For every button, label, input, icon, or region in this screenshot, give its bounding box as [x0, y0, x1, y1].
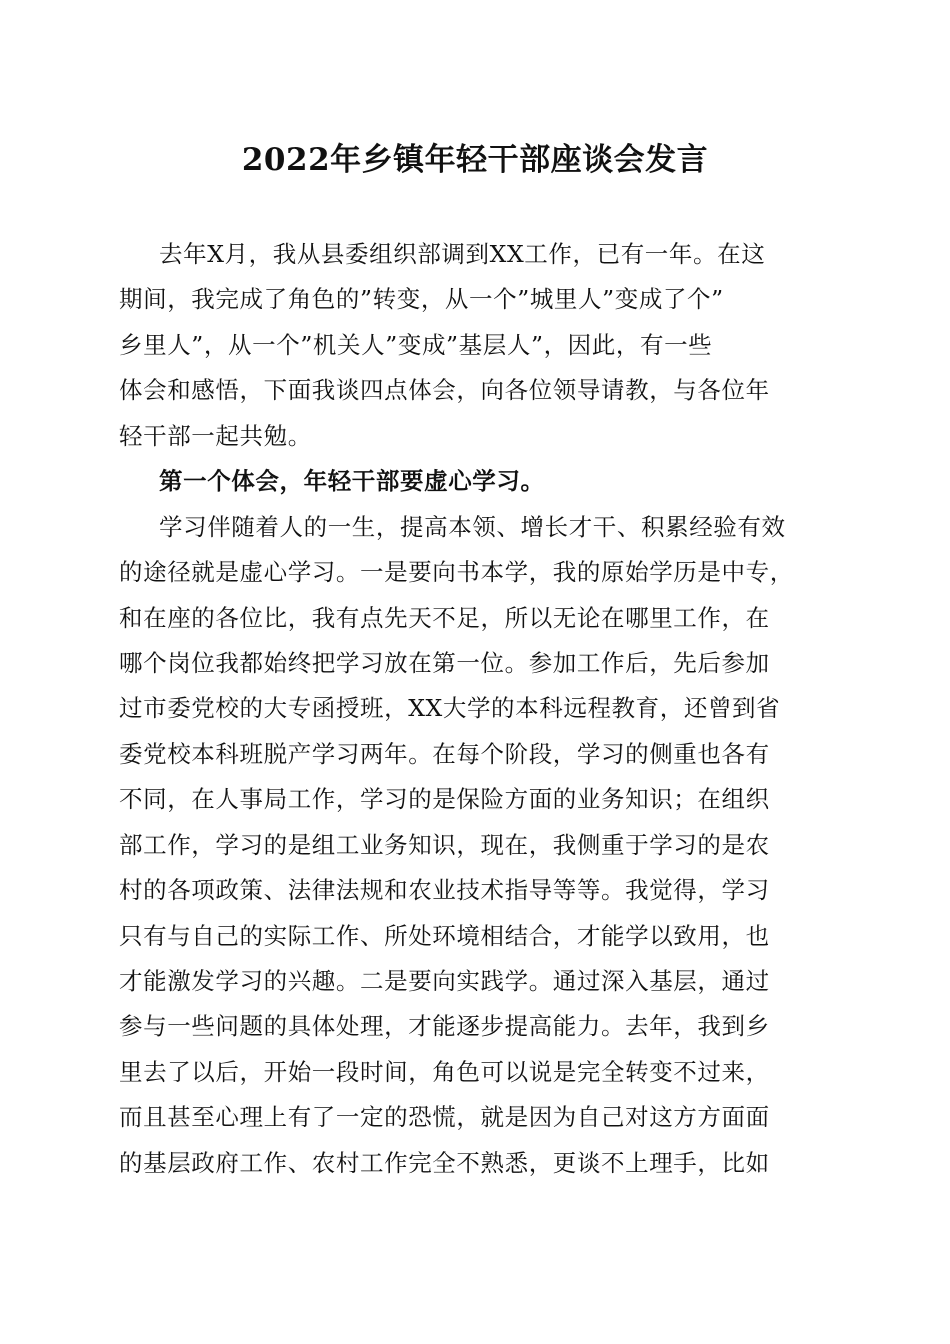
paragraph-line: 委党校本科班脱产学习两年。在每个阶段，学习的侧重也各有	[119, 739, 770, 768]
document-title: 2022年乡镇年轻干部座谈会发言	[241, 142, 709, 178]
paragraph-line: 里去了以后，开始一段时间，角色可以说是完全转变不过来，	[119, 1057, 770, 1086]
paragraph-line: 去年X月，我从县委组织部调到XX工作，已有一年。在这	[159, 240, 766, 268]
paragraph-line: 的基层政府工作、农村工作完全不熟悉，更谈不上理手，比如	[119, 1148, 770, 1177]
paragraph-line: 轻干部一起共勉。	[119, 421, 312, 450]
paragraph-line: 期间，我完成了角色的”转变，从一个”城里人”变成了个”	[119, 285, 724, 314]
paragraph-line: 只有与自己的实际工作、所处环境相结合，才能学以致用，也	[119, 921, 770, 950]
paragraph-line: 学习伴随着人的一生，提高本领、增长才干、积累经验有效	[159, 512, 786, 541]
paragraph-line: 过市委党校的大专函授班，XX大学的本科远程教育，还曾到省	[119, 694, 781, 723]
paragraph-line: 的途径就是虚心学习。一是要向书本学，我的原始学历是中专，	[119, 558, 794, 587]
paragraph-line: 体会和感悟，下面我谈四点体会，向各位领导请教，与各位年	[119, 376, 770, 405]
paragraph-line: 才能激发学习的兴趣。二是要向实践学。通过深入基层，通过	[119, 967, 770, 995]
section-heading: 第一个体会，年轻干部要虚心学习。	[159, 467, 545, 496]
document-body	[119, 232, 831, 1186]
paragraph-line: 不同，在人事局工作，学习的是保险方面的业务知识；在组织	[119, 785, 770, 814]
paragraph-line: 哪个岗位我都始终把学习放在第一位。参加工作后，先后参加	[119, 648, 770, 677]
paragraph-line: 和在座的各位比，我有点先天不足，所以无论在哪里工作，在	[119, 603, 770, 632]
paragraph-line: 乡里人”，从一个”机关人”变成”基层人”，因此，有一些	[119, 330, 713, 359]
paragraph-line: 部工作，学习的是组工业务知识，现在，我侧重于学习的是农	[119, 830, 770, 859]
paragraph-line: 村的各项政策、法律法规和农业技术指导等等。我觉得，学习	[119, 876, 770, 905]
paragraph-line: 而且甚至心理上有了一定的恐慌，就是因为自己对这方方面面	[119, 1103, 770, 1132]
paragraph-line: 参与一些问题的具体处理，才能逐步提高能力。去年，我到乡	[119, 1012, 770, 1041]
